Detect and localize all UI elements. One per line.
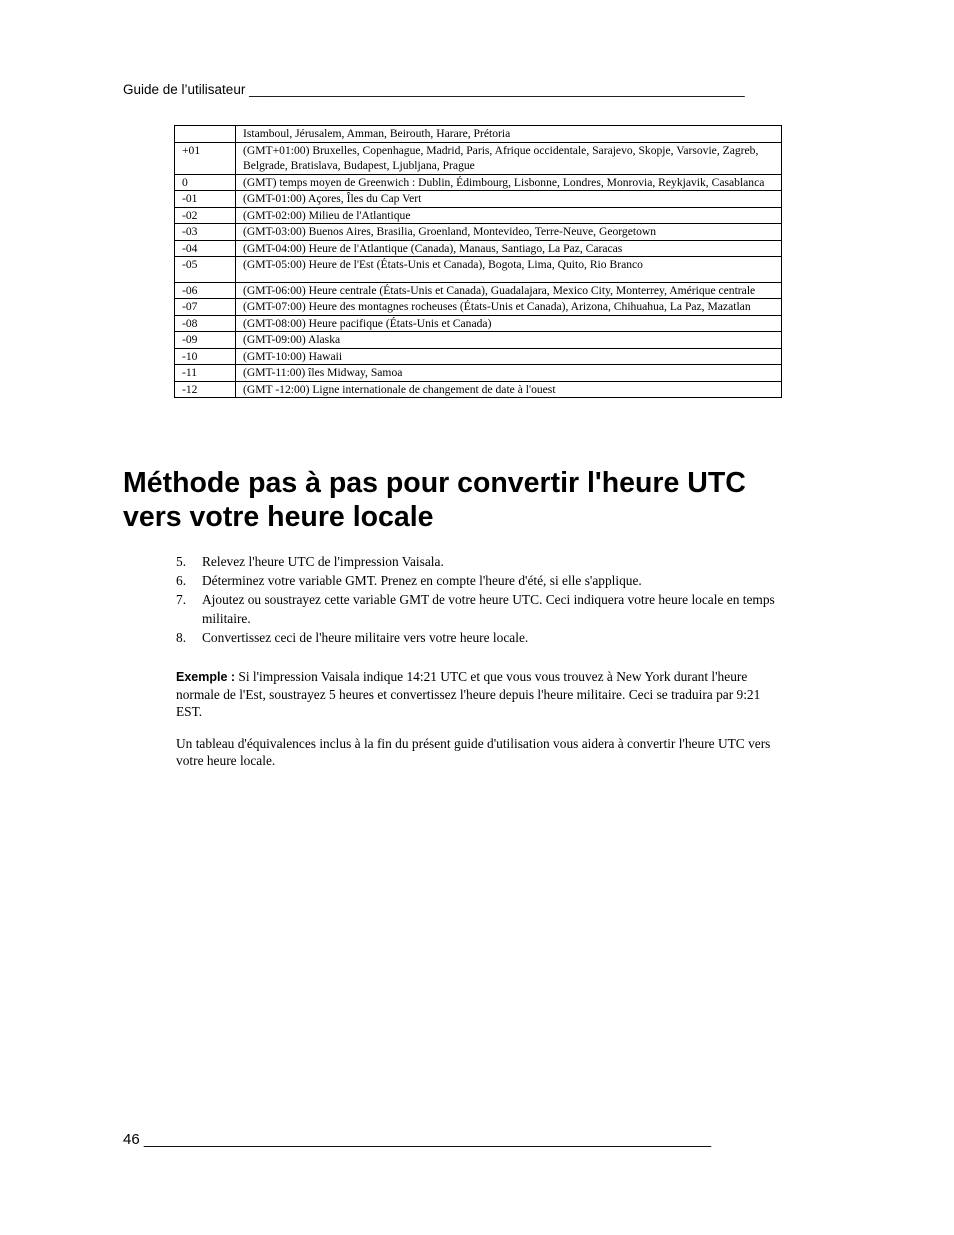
table-row [175, 257, 782, 283]
header-title: Guide de l’utilisateur [123, 82, 246, 97]
step-text: Déterminez votre variable GMT. Prenez en compte l'heure d'été, si elle s'applique. [202, 573, 642, 588]
zones-cell: (GMT-05:00) Heure de l'Est (États-Unis et Canada), Bogota, Lima, Quito, Rio Branco [236, 257, 782, 283]
example-text: Si l'impression Vaisala indique 14:21 UTC et que vous vous trouvez à New York durant l'heure normale de l'Est, soustrayez 5 heures et convertissez l'heure depuis l'heure militaire. Ceci se traduira par 9:21 EST. [176, 669, 761, 719]
table-row [175, 224, 782, 241]
header-rule: __________________________________________________________________ [249, 82, 745, 97]
step-number: 7. [176, 592, 187, 607]
step-number: 6. [176, 573, 187, 588]
offset-cell: -10 [175, 348, 236, 365]
zones-cell: (GMT -12:00) Ligne internationale de changement de date à l'ouest [236, 381, 782, 398]
offset-cell: -02 [175, 207, 236, 224]
table-row [175, 299, 782, 316]
timezone-table [174, 125, 782, 398]
offset-cell: 0 [175, 174, 236, 191]
table-row [175, 142, 782, 174]
zones-cell: (GMT-02:00) Milieu de l'Atlantique [236, 207, 782, 224]
zones-cell: (GMT-06:00) Heure centrale (États-Unis et Canada), Guadalajara, Mexico City, Monterrey, Amérique centrale [236, 282, 782, 299]
table-row [175, 174, 782, 191]
offset-cell: -06 [175, 282, 236, 299]
list-item [176, 628, 782, 647]
section-heading: Méthode pas à pas pour convertir l'heure UTC vers votre heure locale [123, 467, 746, 533]
zones-cell: (GMT-10:00) Hawaii [236, 348, 782, 365]
offset-cell: +01 [175, 142, 236, 174]
offset-cell: -03 [175, 224, 236, 241]
zones-cell: (GMT-03:00) Buenos Aires, Brasilia, Groenland, Montevideo, Terre-Neuve, Georgetown [236, 224, 782, 241]
offset-cell: -05 [175, 257, 236, 283]
example-label: Exemple : [176, 670, 236, 684]
list-item [176, 590, 782, 628]
table-row [175, 191, 782, 208]
table-row [175, 381, 782, 398]
list-item [176, 552, 782, 571]
step-number: 5. [176, 554, 187, 569]
list-item [176, 571, 782, 590]
table-row [175, 365, 782, 382]
offset-cell: -08 [175, 315, 236, 332]
zones-cell: (GMT-09:00) Alaska [236, 332, 782, 349]
example-paragraph [176, 668, 782, 720]
steps-list [176, 552, 782, 647]
offset-cell [175, 126, 236, 143]
table-row [175, 348, 782, 365]
closing-paragraph: Un tableau d'équivalences inclus à la fin du présent guide d'utilisation vous aidera à convertir l'heure UTC vers votre heure locale. [176, 736, 771, 768]
table-row [175, 126, 782, 143]
zones-cell: (GMT-11:00) îles Midway, Samoa [236, 365, 782, 382]
footer-rule: ____________________________________________________________________ [143, 1131, 712, 1148]
offset-cell: -04 [175, 240, 236, 257]
table-row [175, 282, 782, 299]
zones-cell: (GMT+01:00) Bruxelles, Copenhague, Madrid, Paris, Afrique occidentale, Sarajevo, Skopje, Varsovie, Zagreb, Belgrade, Bratislava, Budapest, Ljubljana, Prague [236, 142, 782, 174]
step-text: Relevez l'heure UTC de l'impression Vaisala. [202, 554, 444, 569]
table-row [175, 207, 782, 224]
table-row [175, 315, 782, 332]
table-row [175, 240, 782, 257]
table-row [175, 332, 782, 349]
offset-cell: -11 [175, 365, 236, 382]
step-text: Convertissez ceci de l'heure militaire vers votre heure locale. [202, 630, 529, 645]
zones-cell: (GMT-07:00) Heure des montagnes rocheuses (États-Unis et Canada), Arizona, Chihuahua, La Paz, Mazatlan [236, 299, 782, 316]
step-number: 8. [176, 630, 187, 645]
offset-cell: -07 [175, 299, 236, 316]
zones-cell: (GMT-04:00) Heure de l'Atlantique (Canada), Manaus, Santiago, La Paz, Caracas [236, 240, 782, 257]
zones-cell: (GMT-01:00) Açores, Îles du Cap Vert [236, 191, 782, 208]
step-text: Ajoutez ou soustrayez cette variable GMT de votre heure UTC. Ceci indiquera votre heure locale en temps militaire. [202, 592, 775, 626]
page-header [123, 82, 785, 97]
zones-cell: (GMT-08:00) Heure pacifique (États-Unis et Canada) [236, 315, 782, 332]
zones-cell: Istamboul, Jérusalem, Amman, Beirouth, Harare, Prétoria [236, 126, 782, 143]
zones-cell: (GMT) temps moyen de Greenwich : Dublin, Édimbourg, Lisbonne, Londres, Monrovia, Reykjavik, Casablanca [236, 174, 782, 191]
offset-cell: -01 [175, 191, 236, 208]
offset-cell: -12 [175, 381, 236, 398]
page-number: 46 [123, 1131, 140, 1148]
offset-cell: -09 [175, 332, 236, 349]
page-footer [123, 1131, 785, 1148]
